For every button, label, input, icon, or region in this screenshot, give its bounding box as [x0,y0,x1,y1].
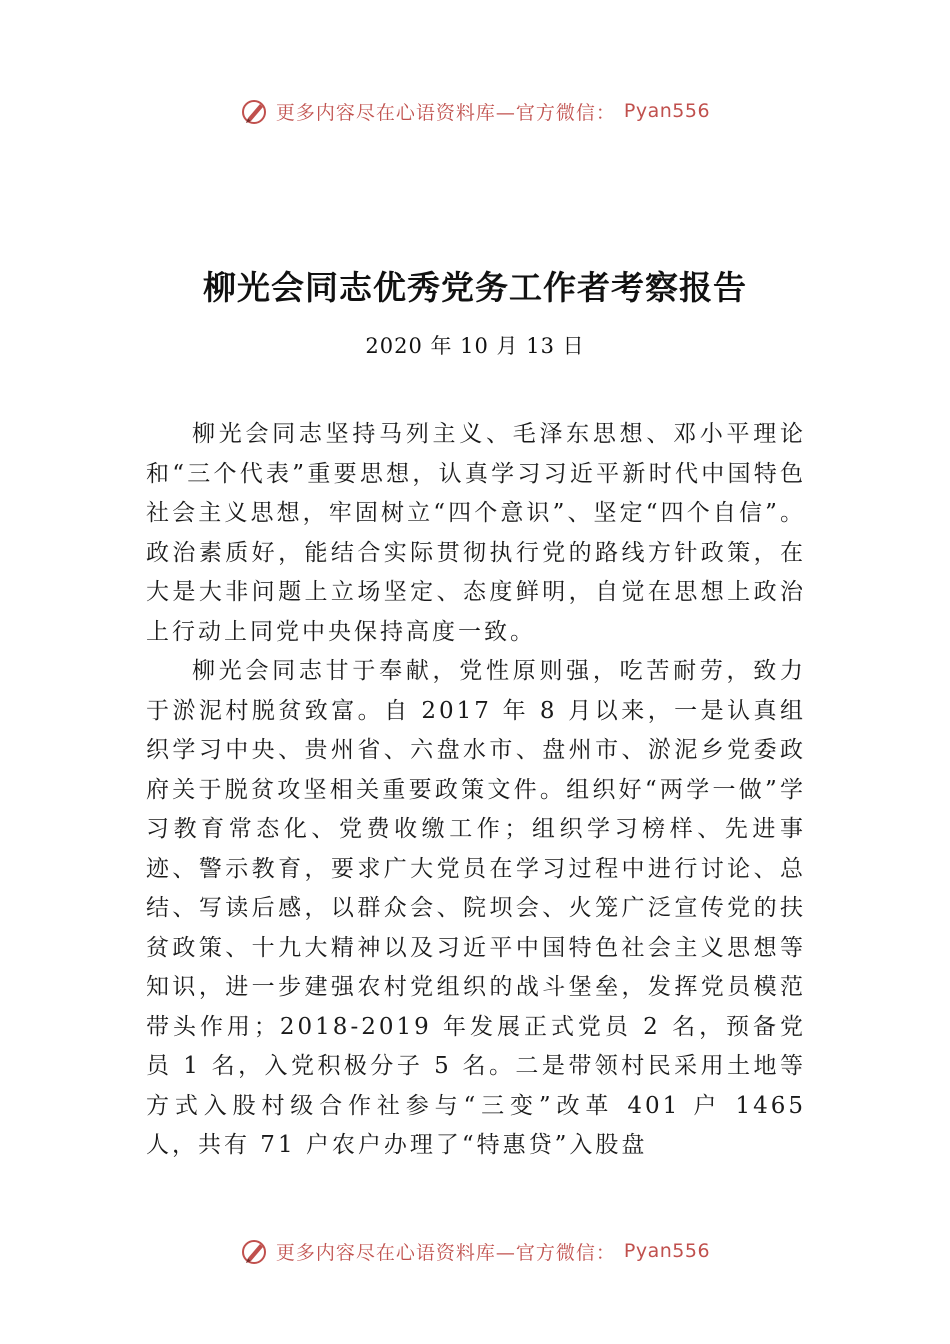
paragraph: 柳光会同志坚持马列主义、毛泽东思想、邓小平理论和“三个代表”重要思想，认真学习习近平新时代中国特色社会主义思想，牢固树立“四个意识”、坚定“四个自信”。政治素质好，能结合实际贯彻执行党的路线方针政策，在大是大非问题上立场坚定、态度鲜明，自觉在思想上政治上行动上同党中央保持高度一致。 [146,421,806,645]
pen-logo-icon [240,96,270,126]
pen-logo-icon [240,1236,270,1266]
footer-watermark [0,1236,950,1266]
header-watermark [0,96,950,126]
watermark-wechat-id: Pyan556 [623,100,711,122]
document-date: 2020 年 10 月 13 日 [365,334,585,358]
watermark-wechat-id: Pyan556 [623,1240,711,1262]
document-body [146,415,806,1166]
document-title: 柳光会同志优秀党务工作者考察报告 [203,268,747,307]
watermark-text: 更多内容尽在心语资料库—官方微信： [275,1241,616,1264]
paragraph: 柳光会同志甘于奉献，党性原则强，吃苦耐劳，致力于淤泥村脱贫致富。自 2017 年 8 月以来，一是认真组织学习中央、贵州省、六盘水市、盘州市、淤泥乡党委政府关于脱贫攻坚相关重要政策文件。组织好“两学一做”学习教育常态化、党费收缴工作；组织学习榜样、先进事迹、警示教育，要求广大党员在学习过程中进行讨论、总结、写读后感，以群众会、院坝会、火笼广泛宣传党的扶贫政策、十九大精神以及习近平中国特色社会主义思想等知识，进一步建强农村党组织的战斗堡垒，发挥党员模范带头作用；2018-2019 年发展正式党员 2 名，预备党员 1 名，入党积极分子 5 名。二是带领村民采用土地等方式入股村级合作社参与“三变”改革 401 户 1465 人，共有 71 户农户办理了“特惠贷”入股盘 [146,658,806,1158]
watermark-text: 更多内容尽在心语资料库—官方微信： [275,101,616,124]
